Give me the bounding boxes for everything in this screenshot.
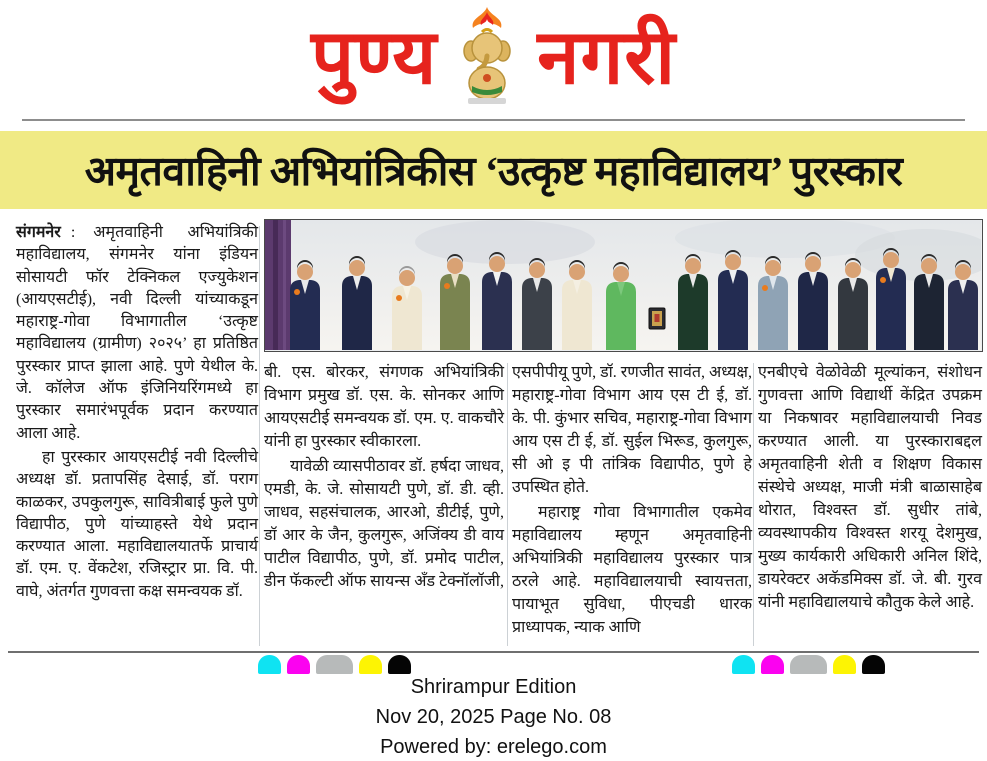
headline-highlight-band [0, 131, 987, 209]
article-column-4 [758, 361, 982, 616]
column-divider [753, 363, 754, 646]
award-ceremony-photo [264, 219, 983, 352]
article-column-2 [264, 361, 504, 595]
article-paragraph: एनबीएचे वेळोवेळी मूल्यांकन, संशोधन गुणवत्ता आणि विद्यार्थी केंद्रित उपक्रम या निकषावर महाविद्यालयाची निवड करण्यात आली. या पुरस्काराबद्दल अमृतवाहिनी शेती व शिक्षण विकास संस्थेचे अध्यक्ष, माजी मंत्री बाळासाहेब थोरात, विश्वस्त डॉ. सुधीर तांबे, व्यवस्थापकीय विश्वस्त शरयू देशमुख, मुख्य कार्यकारी अधिकारी अनिल शिंदे, डायरेक्टर अकॅडमिक्स डॉ. जे. बी. गुरव यांनी महाविद्यालयाचे कौतुक केले आहे. [758, 364, 982, 611]
masthead-title-left: पुण्य [310, 16, 438, 100]
column-divider [507, 363, 508, 646]
dateline: संगमनेर [16, 224, 61, 241]
article-paragraph: बी. एस. बोरकर, संगणक अभियांत्रिकी विभाग प्रमुख डॉ. एस. के. सोनकर आणि आयएसटीई समन्वयक डॉ. एम. ए. वाकचौरे यांनी हा पुरस्कार स्वीकारला. [264, 364, 504, 450]
clipping-footer [0, 672, 987, 761]
powered-by-label: Powered by: erelego.com [380, 736, 607, 758]
bottom-divider [8, 651, 979, 653]
article-headline: अमृतवाहिनी अभियांत्रिकीस ‘उत्कृष्ट महाविद्यालय’ पुरस्कार [84, 148, 903, 194]
masthead-title-right: नगरी [537, 16, 677, 100]
dateline-separator: : [70, 224, 76, 241]
masthead [0, 0, 987, 116]
article-text: अमृतवाहिनी अभियांत्रिकी महाविद्यालय, संगमनेर यांना इंडियन सोसायटी फॉर टेक्निकल एज्युकेशन (आयएसटीई), नवी दिल्ली यांच्याकडून महाराष्ट्र-गोवा विभागातील ‘उत्कृष्ट महाविद्यालय (ग्रामीण) २०२५’ हा प्रतिष्ठित पुरस्कार प्राप्त झाला आहे. पुणे येथील के. जे. कॉलेज ऑफ इंजिनियरिंगमध्ये हा पुरस्कार समारंभपूर्वक प्रदान करण्यात आला आहे. [16, 224, 258, 442]
masthead-divider [22, 119, 965, 121]
article-paragraph: एसपीपीयू पुणे, डॉ. रणजीत सावंत, अध्यक्ष, महाराष्ट्र-गोवा विभाग आय एस टी ई, डॉ. के. पी. कुंभार सचिव, महाराष्ट्र-गोवा विभाग आय एस टी ई, डॉ. सुईल भिरूड, कुलगुरू, सी ओ इ पी तांत्रिक विद्यापीठ, पुणे हे उपस्थित होते. [512, 364, 752, 496]
date-page-label: Nov 20, 2025 Page No. 08 [375, 706, 612, 728]
article-paragraph [16, 222, 258, 445]
edition-label: Shrirampur Edition [410, 676, 577, 698]
article-column-3 [512, 361, 752, 641]
article-column-1 [16, 222, 258, 605]
article-paragraph: महाराष्ट्र गोवा विभागातील एकमेव महाविद्यालय म्हणून अमृतवाहिनी अभियांत्रिकी महाविद्यालय पुरस्कार पात्र ठरले आहे. महाविद्यालयाची स्वायत्तता, पायाभूत सुविधा, पीएचडी धारक प्राध्यापक, न्याक आणि [512, 504, 752, 636]
column-divider [259, 226, 260, 646]
article-paragraph: यावेळी व्यासपीठावर डॉ. हर्षदा जाधव, एमडी, के. जे. सोसायटी पुणे, डॉ. डी. व्ही. जाधव, सहसंचालक, आरओ, डीटीई, पुणे, डॉ आर के जैन, कुलगुरू, अजिंक्य डी वाय पाटील विद्यापीठ, पुणे, डॉ. प्रमोद पाटील, डीन फॅकल्टी ऑफ सायन्स अँड टेक्नॉलॉजी, [264, 458, 504, 590]
article-paragraph: हा पुरस्कार आयएसटीई नवी दिल्लीचे अध्यक्ष डॉ. प्रतापसिंह देसाई, डॉ. पराग काळकर, उपकुलगुरू, सावित्रीबाई फुले पुणे विद्यापीठ, पुणे यांच्याहस्ते येथे प्रदान करण्यात आला. महाविद्यालयातर्फे प्राचार्य डॉ. एम. ए. वेंकटेश, रजिस्ट्रार प्रा. वि. पी. वाघे, अंतर्गत गुणवत्ता कक्ष समन्वयक डॉ. [16, 448, 258, 600]
ganesha-icon [451, 6, 523, 106]
